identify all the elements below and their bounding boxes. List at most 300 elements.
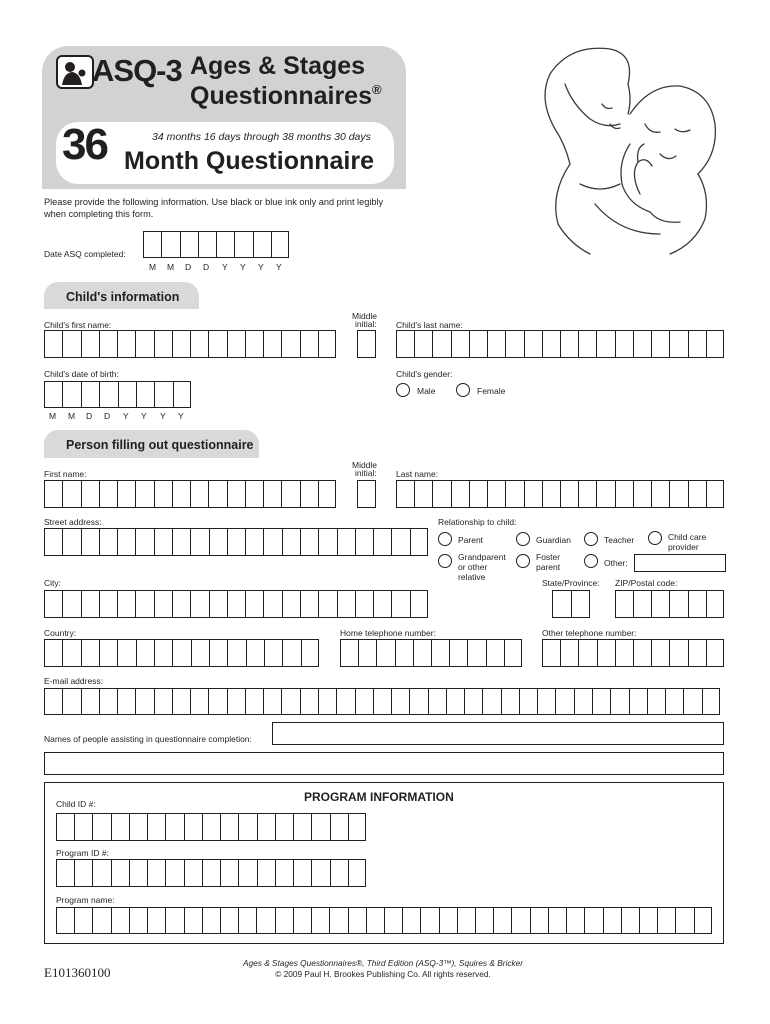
entry-cell[interactable] [62,330,80,358]
entry-cell[interactable] [92,859,110,887]
entry-cell[interactable] [238,907,256,934]
entry-cell[interactable] [318,528,336,556]
entry-cell[interactable] [154,480,172,508]
entry-cell[interactable] [44,330,62,358]
entry-cell[interactable] [357,480,376,508]
entry-cell[interactable] [348,907,366,934]
entry-cell[interactable] [44,480,62,508]
entry-cell[interactable] [669,480,687,508]
entry-cell[interactable] [487,330,505,358]
entry-cell[interactable] [202,907,220,934]
person-last-name-boxes[interactable] [396,480,724,508]
entry-cell[interactable] [191,639,209,667]
entry-cell[interactable] [519,688,537,715]
entry-cell[interactable] [373,590,391,618]
entry-cell[interactable] [220,907,238,934]
entry-cell[interactable] [190,528,208,556]
entry-cell[interactable] [486,639,504,667]
entry-cell[interactable] [395,639,413,667]
entry-cell[interactable] [413,639,431,667]
entry-cell[interactable] [136,639,154,667]
child-first-name-boxes[interactable] [44,330,336,358]
assisting-field-1[interactable] [272,722,724,745]
entry-cell[interactable] [665,688,683,715]
entry-cell[interactable] [227,480,245,508]
entry-cell[interactable] [92,907,110,934]
entry-cell[interactable] [245,330,263,358]
entry-cell[interactable] [330,813,348,841]
entry-cell[interactable] [99,528,117,556]
entry-cell[interactable] [44,528,62,556]
entry-cell[interactable] [154,381,172,408]
entry-cell[interactable] [318,330,336,358]
entry-cell[interactable] [111,907,129,934]
entry-cell[interactable] [271,231,289,258]
entry-cell[interactable] [117,528,135,556]
entry-cell[interactable] [281,688,299,715]
entry-cell[interactable] [135,528,153,556]
entry-cell[interactable] [384,907,402,934]
entry-cell[interactable] [505,480,523,508]
entry-cell[interactable] [190,590,208,618]
entry-cell[interactable] [74,907,92,934]
entry-cell[interactable] [337,528,355,556]
entry-cell[interactable] [348,813,366,841]
gender-female-radio[interactable] [456,383,470,397]
entry-cell[interactable] [467,639,485,667]
entry-cell[interactable] [227,688,245,715]
assisting-field-2[interactable] [44,752,724,775]
entry-cell[interactable] [511,907,529,934]
entry-cell[interactable] [451,480,469,508]
entry-cell[interactable] [209,639,227,667]
entry-cell[interactable] [373,528,391,556]
entry-cell[interactable] [592,688,610,715]
program-name-boxes[interactable] [56,907,712,934]
entry-cell[interactable] [330,859,348,887]
entry-cell[interactable] [184,907,202,934]
entry-cell[interactable] [208,330,226,358]
entry-cell[interactable] [62,688,80,715]
entry-cell[interactable] [493,907,511,934]
entry-cell[interactable] [81,590,99,618]
entry-cell[interactable] [92,813,110,841]
entry-cell[interactable] [172,528,190,556]
entry-cell[interactable] [99,590,117,618]
entry-cell[interactable] [464,688,482,715]
entry-cell[interactable] [154,590,172,618]
entry-cell[interactable] [81,381,99,408]
entry-cell[interactable] [81,528,99,556]
entry-cell[interactable] [487,480,505,508]
entry-cell[interactable] [62,590,80,618]
entry-cell[interactable] [257,813,275,841]
entry-cell[interactable] [560,639,578,667]
entry-cell[interactable] [414,480,432,508]
entry-cell[interactable] [651,480,669,508]
entry-cell[interactable] [74,859,92,887]
rel-teacher-radio[interactable] [584,532,598,546]
date-completed-boxes[interactable] [143,231,289,258]
entry-cell[interactable] [220,859,238,887]
entry-cell[interactable] [482,688,500,715]
entry-cell[interactable] [117,590,135,618]
entry-cell[interactable] [257,859,275,887]
entry-cell[interactable] [571,590,590,618]
entry-cell[interactable] [639,907,657,934]
entry-cell[interactable] [117,330,135,358]
entry-cell[interactable] [669,590,687,618]
entry-cell[interactable] [555,688,573,715]
entry-cell[interactable] [99,688,117,715]
entry-cell[interactable] [578,480,596,508]
entry-cell[interactable] [227,528,245,556]
entry-cell[interactable] [56,813,74,841]
entry-cell[interactable] [329,907,347,934]
entry-cell[interactable] [172,639,190,667]
entry-cell[interactable] [234,231,252,258]
entry-cell[interactable] [633,330,651,358]
entry-cell[interactable] [358,639,376,667]
entry-cell[interactable] [391,688,409,715]
entry-cell[interactable] [281,480,299,508]
entry-cell[interactable] [428,688,446,715]
entry-cell[interactable] [694,907,712,934]
entry-cell[interactable] [44,590,62,618]
entry-cell[interactable] [337,590,355,618]
entry-cell[interactable] [165,859,183,887]
entry-cell[interactable] [220,813,238,841]
entry-cell[interactable] [610,688,628,715]
entry-cell[interactable] [647,688,665,715]
entry-cell[interactable] [706,639,724,667]
country-boxes[interactable] [44,639,319,667]
entry-cell[interactable] [574,688,592,715]
entry-cell[interactable] [281,330,299,358]
entry-cell[interactable] [172,688,190,715]
entry-cell[interactable] [74,813,92,841]
entry-cell[interactable] [432,330,450,358]
entry-cell[interactable] [706,590,724,618]
entry-cell[interactable] [505,330,523,358]
entry-cell[interactable] [293,813,311,841]
entry-cell[interactable] [129,907,147,934]
entry-cell[interactable] [198,231,216,258]
entry-cell[interactable] [391,590,409,618]
entry-cell[interactable] [688,590,706,618]
entry-cell[interactable] [311,859,329,887]
entry-cell[interactable] [355,590,373,618]
entry-cell[interactable] [633,480,651,508]
entry-cell[interactable] [111,813,129,841]
entry-cell[interactable] [147,907,165,934]
entry-cell[interactable] [245,528,263,556]
entry-cell[interactable] [135,330,153,358]
entry-cell[interactable] [669,639,687,667]
entry-cell[interactable] [373,688,391,715]
entry-cell[interactable] [44,381,62,408]
entry-cell[interactable] [136,381,154,408]
entry-cell[interactable] [263,480,281,508]
entry-cell[interactable] [469,480,487,508]
entry-cell[interactable] [209,590,227,618]
entry-cell[interactable] [431,639,449,667]
entry-cell[interactable] [216,231,234,258]
entry-cell[interactable] [154,639,172,667]
entry-cell[interactable] [615,590,633,618]
entry-cell[interactable] [336,688,354,715]
entry-cell[interactable] [469,330,487,358]
person-first-name-boxes[interactable] [44,480,336,508]
entry-cell[interactable] [597,639,615,667]
entry-cell[interactable] [300,528,318,556]
entry-cell[interactable] [449,639,467,667]
entry-cell[interactable] [524,480,542,508]
entry-cell[interactable] [180,231,198,258]
entry-cell[interactable] [621,907,639,934]
entry-cell[interactable] [340,639,358,667]
entry-cell[interactable] [420,907,438,934]
entry-cell[interactable] [603,907,621,934]
entry-cell[interactable] [542,330,560,358]
entry-cell[interactable] [56,859,74,887]
entry-cell[interactable] [154,688,172,715]
entry-cell[interactable] [81,330,99,358]
entry-cell[interactable] [457,907,475,934]
entry-cell[interactable] [300,330,318,358]
entry-cell[interactable] [355,528,373,556]
entry-cell[interactable] [245,688,263,715]
entry-cell[interactable] [629,688,647,715]
entry-cell[interactable] [311,907,329,934]
entry-cell[interactable] [44,688,62,715]
entry-cell[interactable] [275,859,293,887]
entry-cell[interactable] [147,859,165,887]
rel-other-radio[interactable] [584,554,598,568]
entry-cell[interactable] [548,907,566,934]
entry-cell[interactable] [190,330,208,358]
entry-cell[interactable] [348,859,366,887]
entry-cell[interactable] [56,907,74,934]
entry-cell[interactable] [161,231,179,258]
child-middle-initial-box[interactable] [357,330,376,358]
entry-cell[interactable] [62,528,80,556]
entry-cell[interactable] [275,907,293,934]
program-id-boxes[interactable] [56,859,366,887]
entry-cell[interactable] [560,480,578,508]
entry-cell[interactable] [475,907,493,934]
entry-cell[interactable] [117,639,135,667]
entry-cell[interactable] [147,813,165,841]
entry-cell[interactable] [264,639,282,667]
entry-cell[interactable] [99,330,117,358]
entry-cell[interactable] [396,330,414,358]
entry-cell[interactable] [451,330,469,358]
rel-guardian-radio[interactable] [516,532,530,546]
entry-cell[interactable] [542,639,560,667]
rel-foster-radio[interactable] [516,554,530,568]
entry-cell[interactable] [263,330,281,358]
entry-cell[interactable] [566,907,584,934]
entry-cell[interactable] [560,330,578,358]
entry-cell[interactable] [81,480,99,508]
street-address-boxes[interactable] [44,528,428,556]
entry-cell[interactable] [357,330,376,358]
entry-cell[interactable] [688,330,706,358]
entry-cell[interactable] [524,330,542,358]
entry-cell[interactable] [44,639,62,667]
entry-cell[interactable] [615,639,633,667]
entry-cell[interactable] [263,688,281,715]
entry-cell[interactable] [227,590,245,618]
entry-cell[interactable] [301,639,319,667]
entry-cell[interactable] [172,330,190,358]
entry-cell[interactable] [99,639,117,667]
entry-cell[interactable] [414,330,432,358]
entry-cell[interactable] [633,590,651,618]
email-boxes[interactable] [44,688,720,715]
entry-cell[interactable] [402,907,420,934]
entry-cell[interactable] [227,330,245,358]
home-phone-boxes[interactable] [340,639,522,667]
entry-cell[interactable] [282,590,300,618]
entry-cell[interactable] [688,480,706,508]
entry-cell[interactable] [202,813,220,841]
entry-cell[interactable] [282,639,300,667]
entry-cell[interactable] [702,688,720,715]
entry-cell[interactable] [410,590,428,618]
entry-cell[interactable] [263,590,281,618]
entry-cell[interactable] [300,590,318,618]
entry-cell[interactable] [366,907,384,934]
entry-cell[interactable] [282,528,300,556]
entry-cell[interactable] [165,907,183,934]
entry-cell[interactable] [669,330,687,358]
entry-cell[interactable] [202,859,220,887]
entry-cell[interactable] [209,528,227,556]
city-boxes[interactable] [44,590,428,618]
entry-cell[interactable] [117,480,135,508]
entry-cell[interactable] [688,639,706,667]
entry-cell[interactable] [537,688,555,715]
entry-cell[interactable] [578,330,596,358]
entry-cell[interactable] [118,381,136,408]
entry-cell[interactable] [651,590,669,618]
entry-cell[interactable] [62,381,80,408]
entry-cell[interactable] [172,590,190,618]
entry-cell[interactable] [293,907,311,934]
entry-cell[interactable] [154,528,172,556]
entry-cell[interactable] [246,639,264,667]
rel-parent-radio[interactable] [438,532,452,546]
entry-cell[interactable] [318,688,336,715]
entry-cell[interactable] [300,688,318,715]
entry-cell[interactable] [311,813,329,841]
entry-cell[interactable] [184,859,202,887]
entry-cell[interactable] [227,639,245,667]
entry-cell[interactable] [530,907,548,934]
entry-cell[interactable] [238,813,256,841]
entry-cell[interactable] [355,688,373,715]
entry-cell[interactable] [256,907,274,934]
entry-cell[interactable] [596,480,614,508]
entry-cell[interactable] [99,381,117,408]
entry-cell[interactable] [706,480,724,508]
entry-cell[interactable] [173,381,191,408]
entry-cell[interactable] [62,639,80,667]
entry-cell[interactable] [501,688,519,715]
entry-cell[interactable] [318,480,336,508]
entry-cell[interactable] [190,688,208,715]
entry-cell[interactable] [504,639,522,667]
entry-cell[interactable] [275,813,293,841]
entry-cell[interactable] [706,330,724,358]
entry-cell[interactable] [208,688,226,715]
entry-cell[interactable] [596,330,614,358]
entry-cell[interactable] [293,859,311,887]
entry-cell[interactable] [99,480,117,508]
entry-cell[interactable] [675,907,693,934]
entry-cell[interactable] [578,639,596,667]
entry-cell[interactable] [318,590,336,618]
gender-male-radio[interactable] [396,383,410,397]
entry-cell[interactable] [263,528,281,556]
zip-boxes[interactable] [615,590,724,618]
state-boxes[interactable] [552,590,590,618]
entry-cell[interactable] [165,813,183,841]
entry-cell[interactable] [391,528,409,556]
entry-cell[interactable] [439,907,457,934]
entry-cell[interactable] [253,231,271,258]
entry-cell[interactable] [542,480,560,508]
entry-cell[interactable] [81,639,99,667]
entry-cell[interactable] [584,907,602,934]
rel-grandparent-radio[interactable] [438,554,452,568]
rel-other-field[interactable] [634,554,726,572]
entry-cell[interactable] [651,639,669,667]
entry-cell[interactable] [633,639,651,667]
entry-cell[interactable] [376,639,394,667]
entry-cell[interactable] [432,480,450,508]
entry-cell[interactable] [190,480,208,508]
entry-cell[interactable] [552,590,571,618]
entry-cell[interactable] [117,688,135,715]
entry-cell[interactable] [300,480,318,508]
entry-cell[interactable] [135,480,153,508]
entry-cell[interactable] [143,231,161,258]
entry-cell[interactable] [208,480,226,508]
child-last-name-boxes[interactable] [396,330,724,358]
entry-cell[interactable] [172,480,190,508]
entry-cell[interactable] [184,813,202,841]
entry-cell[interactable] [129,859,147,887]
entry-cell[interactable] [651,330,669,358]
entry-cell[interactable] [615,480,633,508]
entry-cell[interactable] [245,480,263,508]
entry-cell[interactable] [396,480,414,508]
entry-cell[interactable] [81,688,99,715]
other-phone-boxes[interactable] [542,639,724,667]
entry-cell[interactable] [245,590,263,618]
entry-cell[interactable] [657,907,675,934]
person-middle-initial-box[interactable] [357,480,376,508]
entry-cell[interactable] [238,859,256,887]
entry-cell[interactable] [135,590,153,618]
entry-cell[interactable] [111,859,129,887]
child-id-boxes[interactable] [56,813,366,841]
entry-cell[interactable] [615,330,633,358]
entry-cell[interactable] [409,688,427,715]
